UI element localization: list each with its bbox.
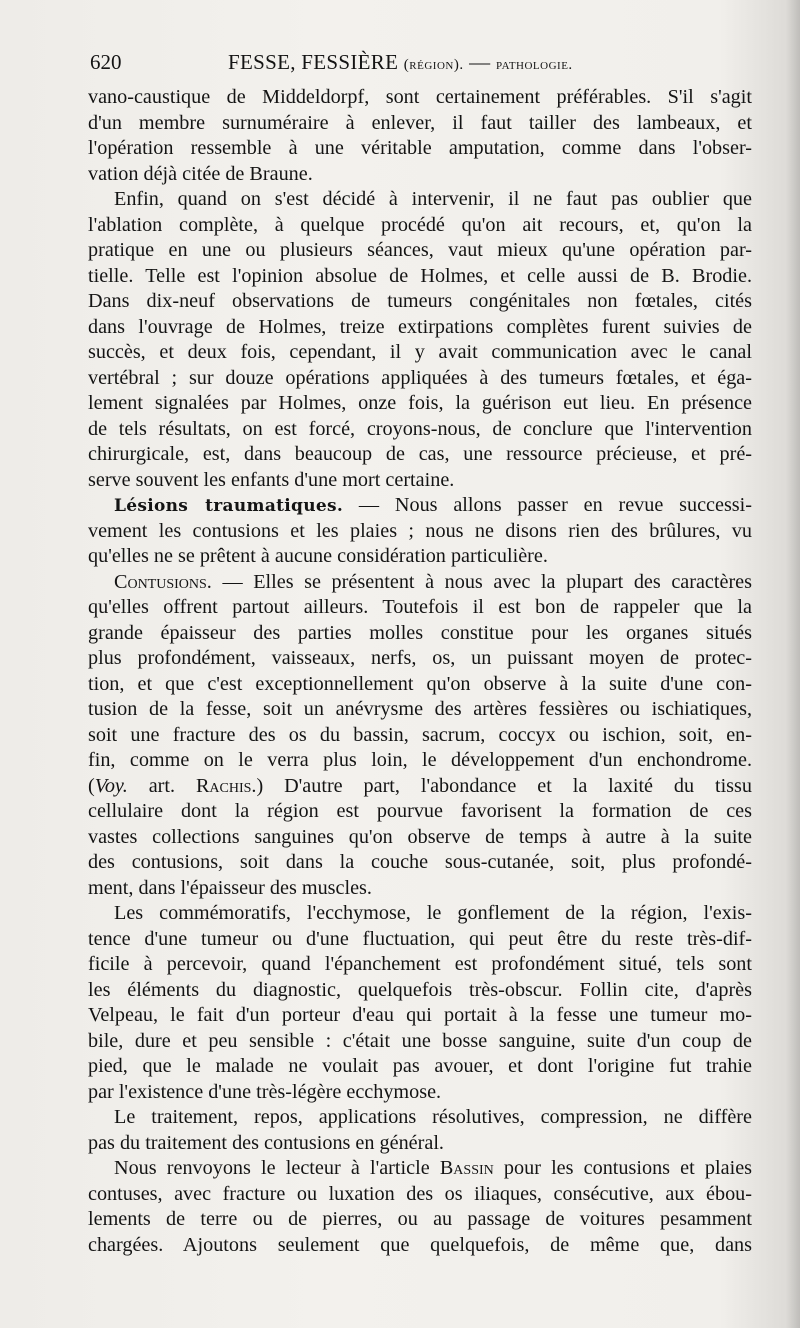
text-line: Velpeau, le fait d'un porteur d'eau qui portait à la fesse une tumeur mo- bbox=[88, 1004, 752, 1026]
text-line: plus profondément, vaisseaux, nerfs, os, un puissant moyen de protec- bbox=[88, 647, 752, 669]
voy-open: ( bbox=[88, 774, 95, 797]
text-line: des contusions, soit dans la couche sous-cutanée, soit, plus profondé- bbox=[88, 851, 752, 873]
text-line bbox=[88, 570, 752, 596]
text-line: d'un membre surnuméraire à enlever, il faut tailler des lambeaux, et bbox=[88, 111, 752, 134]
title-section: pathologie. bbox=[495, 57, 573, 73]
text-line: lements de terre ou de pierres, ou au passage de voitures pesamment bbox=[88, 1208, 752, 1230]
text-line: de tels résultats, on est forcé, croyons-nous, de conclure que l'intervention bbox=[88, 417, 752, 440]
title-separator: — bbox=[463, 50, 496, 74]
text-line: bile, dure et peu sensible : c'était une bosse sanguine, suite d'un coup de bbox=[88, 1029, 752, 1052]
text-line: tusion de la fesse, soit un anévrysme des artères fessières ou ischiatiques, bbox=[88, 698, 752, 720]
line-rest: pour les contusions et plaies bbox=[493, 1157, 753, 1179]
line-start: Nous renvoyons le lecteur à l'article bbox=[114, 1157, 440, 1179]
paragraph-1 bbox=[88, 85, 752, 187]
text-line: dans l'ouvrage de Holmes, treize extirpations complètes furent suivies de bbox=[88, 315, 752, 338]
paragraph-lesions bbox=[88, 493, 752, 570]
text-line: pied, que le malade ne voulait pas avouer, et dont l'origine fut trahie bbox=[88, 1055, 752, 1077]
text-line: lement signalées par Holmes, onze fois, la guérison eut lieu. En présence bbox=[88, 392, 752, 414]
text-line: chirurgicale, est, dans beaucoup de cas, une ressource précieuse, et pré- bbox=[88, 443, 752, 465]
section-heading-lesions: Lésions traumatiques. bbox=[114, 496, 344, 516]
title-main: FESSE, FESSIÈRE bbox=[228, 50, 399, 74]
text-line bbox=[88, 493, 752, 519]
text-line: Le traitement, repos, applications résolutives, compression, ne diffère bbox=[114, 1106, 752, 1128]
paragraph-contusions bbox=[88, 570, 752, 902]
text-line: Les commémoratifs, l'ecchymose, le gonflement de la région, l'exis- bbox=[114, 902, 752, 924]
text-line: grande épaisseur des parties molles constitue pour les organes situés bbox=[88, 621, 752, 644]
running-header bbox=[90, 50, 750, 76]
line-rest: — Nous allons passer en revue successi- bbox=[343, 494, 752, 516]
text-line: chargées. Ajoutons seulement que quelquefois, de même que, dans bbox=[88, 1233, 752, 1256]
text-line: fin, comme on le verra plus loin, le développement d'un enchondrome. bbox=[88, 749, 752, 771]
text-line: vation déjà citée de Braune. bbox=[88, 162, 313, 185]
text-line: tion, et que c'est exceptionnellement qu'on observe à la suite d'une con- bbox=[88, 672, 752, 695]
text-line bbox=[88, 1156, 752, 1182]
text-line: pas du traitement des contusions en général. bbox=[88, 1131, 444, 1154]
title-region: (région). bbox=[403, 57, 464, 73]
text-line: tielle. Telle est l'opinion absolue de Holmes, et celle aussi de B. Brodie. bbox=[88, 264, 752, 287]
text-line: vement les contusions et les plaies ; nous ne disons rien des brûlures, vu bbox=[88, 519, 752, 542]
text-line: succès, et deux fois, cependant, il y avait communication avec le canal bbox=[88, 341, 752, 363]
section-heading-contusions: Contusions. bbox=[114, 570, 212, 593]
paragraph-2 bbox=[88, 187, 752, 493]
cross-reference-rachis: Rachis bbox=[195, 774, 252, 797]
text-line: Enfin, quand on s'est décidé à intervenir, il ne faut pas oublier que bbox=[114, 188, 752, 210]
cross-reference-bassin: Bassin bbox=[439, 1157, 494, 1179]
voy-abbrev: Voy. bbox=[94, 774, 128, 797]
text-line: vastes collections sanguines qu'on observe de temps à autre à la suite bbox=[88, 825, 752, 848]
paragraph-7 bbox=[88, 1156, 752, 1258]
text-line: ficile à percevoir, quand l'épanchement est profondément situé, tels sont bbox=[88, 953, 752, 975]
paragraph-6 bbox=[88, 1105, 752, 1156]
text-line: par l'existence d'une très-légère ecchymose. bbox=[88, 1080, 442, 1103]
text-line: l'ablation complète, à quelque procédé qu'on ait recours, et, qu'on la bbox=[88, 213, 752, 236]
text-line: qu'elles offrent partout ailleurs. Toutefois il est bon de rappeler que la bbox=[88, 596, 752, 618]
text-line: soit une fracture des os du bassin, sacrum, coccyx ou ischion, soit, en- bbox=[88, 723, 752, 746]
text-line: tence d'une tumeur ou d'une fluctuation, qui peut être du reste très-dif- bbox=[88, 927, 752, 950]
body-text bbox=[88, 85, 752, 1258]
text-line bbox=[88, 774, 752, 800]
text-line: les éléments du diagnostic, quelquefois très-obscur. Follin cite, d'après bbox=[88, 978, 752, 1001]
text-line: pratique en une ou plusieurs séances, vaut mieux qu'une opération par- bbox=[88, 239, 752, 261]
text-line: vertébral ; sur douze opérations appliquées à des tumeurs fœtales, et éga- bbox=[88, 366, 752, 389]
line-rest: .) D'autre part, l'abondance et la laxité du tissu bbox=[251, 774, 752, 797]
text-line: qu'elles ne se prêtent à aucune considération particulière. bbox=[88, 545, 548, 567]
text-line: cellulaire dont la région est pourvue favorisent la formation de ces bbox=[88, 800, 752, 822]
page-number: 620 bbox=[90, 50, 122, 74]
running-title bbox=[228, 50, 573, 75]
paragraph-5 bbox=[88, 901, 752, 1105]
text-line: vano-caustique de Middeldorpf, sont certainement préférables. S'il s'agit bbox=[88, 86, 752, 108]
line-rest: — Elles se présentent à nous avec la plupart des caractères bbox=[211, 570, 752, 593]
text-line: l'opération ressemble à une véritable amputation, comme dans l'obser- bbox=[88, 137, 752, 159]
voy-art: art. bbox=[127, 774, 196, 797]
text-line: ment, dans l'épaisseur des muscles. bbox=[88, 876, 372, 899]
text-line: Dans dix-neuf observations de tumeurs congénitales non fœtales, cités bbox=[88, 290, 752, 312]
text-line: contuses, avec fracture ou luxation des os iliaques, consécutive, aux ébou- bbox=[88, 1182, 752, 1205]
text-line: serve souvent les enfants d'une mort certaine. bbox=[88, 468, 455, 491]
